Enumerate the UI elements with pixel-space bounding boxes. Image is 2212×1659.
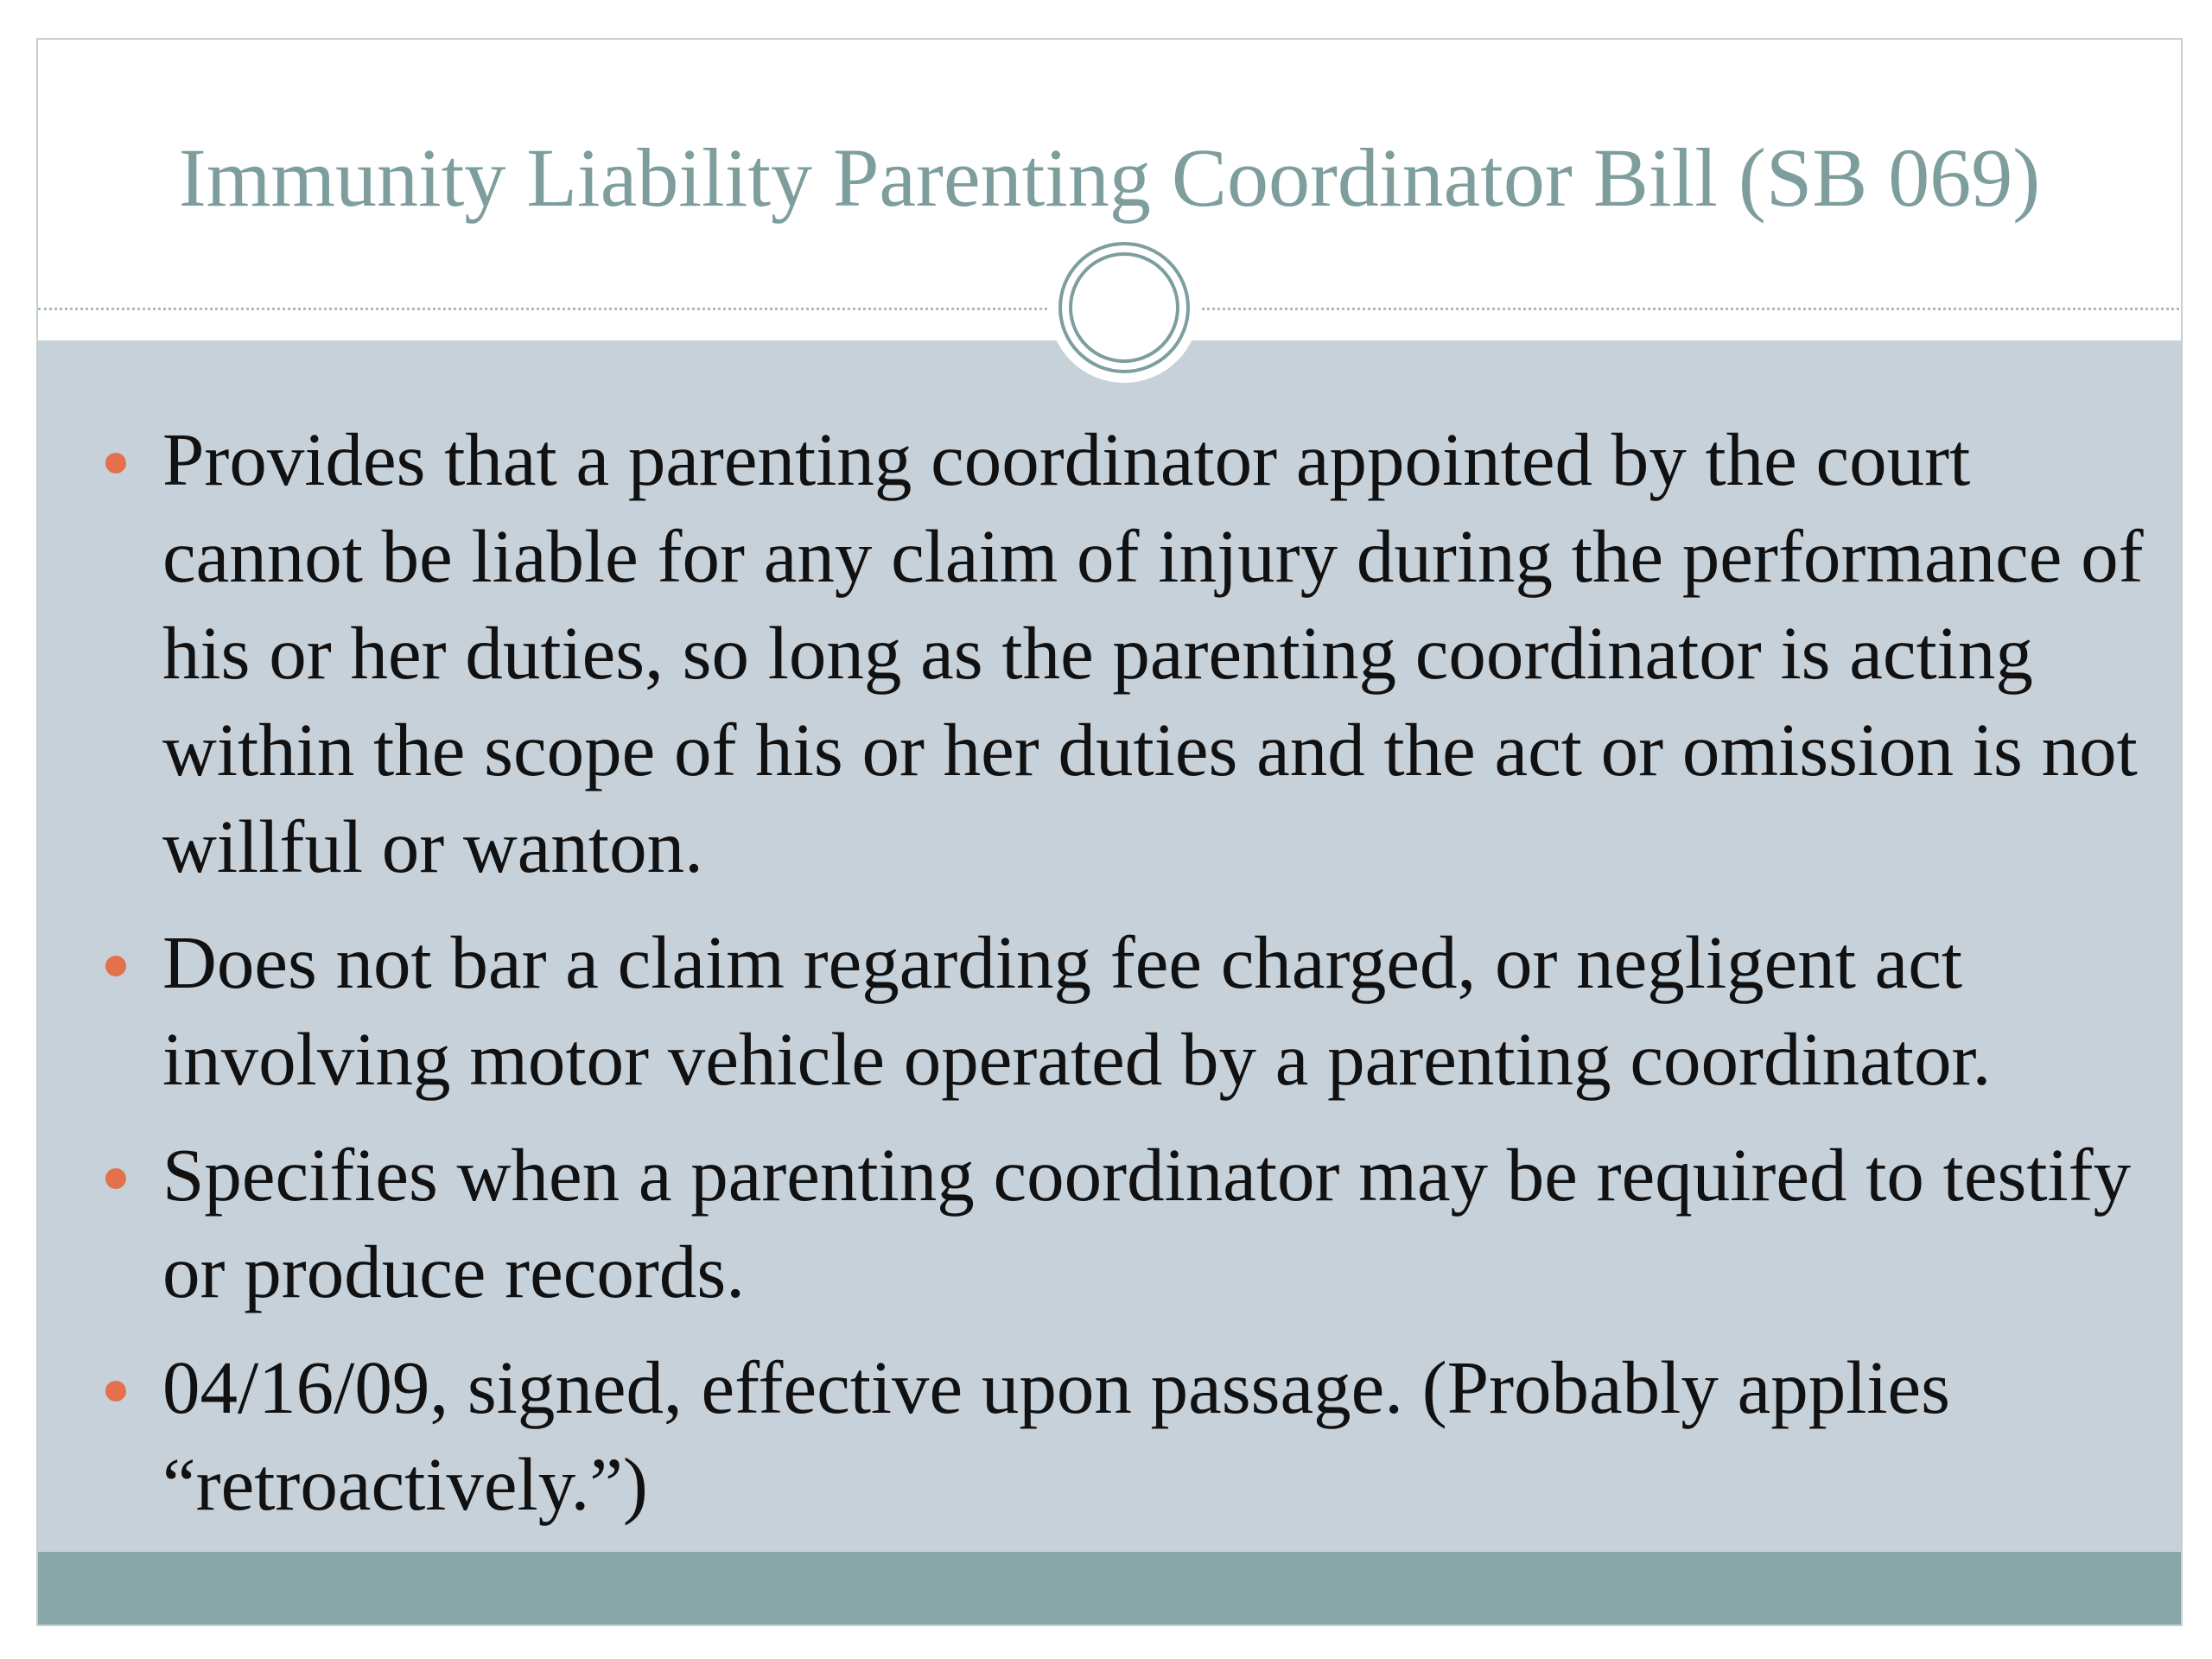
bullet-item [38, 1127, 2181, 1320]
footer-band [38, 1552, 2181, 1626]
bullet-dot-icon [105, 453, 126, 474]
title-divider-right [1187, 308, 2183, 310]
double-ring-circle-icon [1058, 242, 1190, 373]
bullet-text: Does not bar a claim regarding fee charged, or negligent act involving motor vehicle operated by a parenting coordinator. [162, 920, 1992, 1101]
bullet-text: Provides that a parenting coordinator appointed by the court cannot be liable for any claim of injury during the performance of his or her duties, so long as the parenting coordinator is acting within the scope of his or her duties and the act or omission is not willful or wanton. [162, 417, 2144, 888]
bullet-item [38, 1339, 2181, 1533]
slide-title: Immunity Liability Parenting Coordinator Bill (SB 069) [178, 131, 2041, 224]
bullet-list [38, 411, 2181, 1552]
slide [36, 38, 2183, 1626]
bullet-dot-icon [105, 1381, 126, 1402]
bullet-text: Specifies when a parenting coordinator may be required to testify or produce records. [162, 1133, 2132, 1313]
bullet-text: 04/16/09, signed, effective upon passage. (Probably applies “retroactively.”) [162, 1345, 1951, 1526]
bullet-item [38, 411, 2181, 895]
bullet-dot-icon [105, 1168, 126, 1189]
title-divider-left [38, 308, 1047, 310]
bullet-item [38, 914, 2181, 1108]
bullet-dot-icon [105, 956, 126, 976]
